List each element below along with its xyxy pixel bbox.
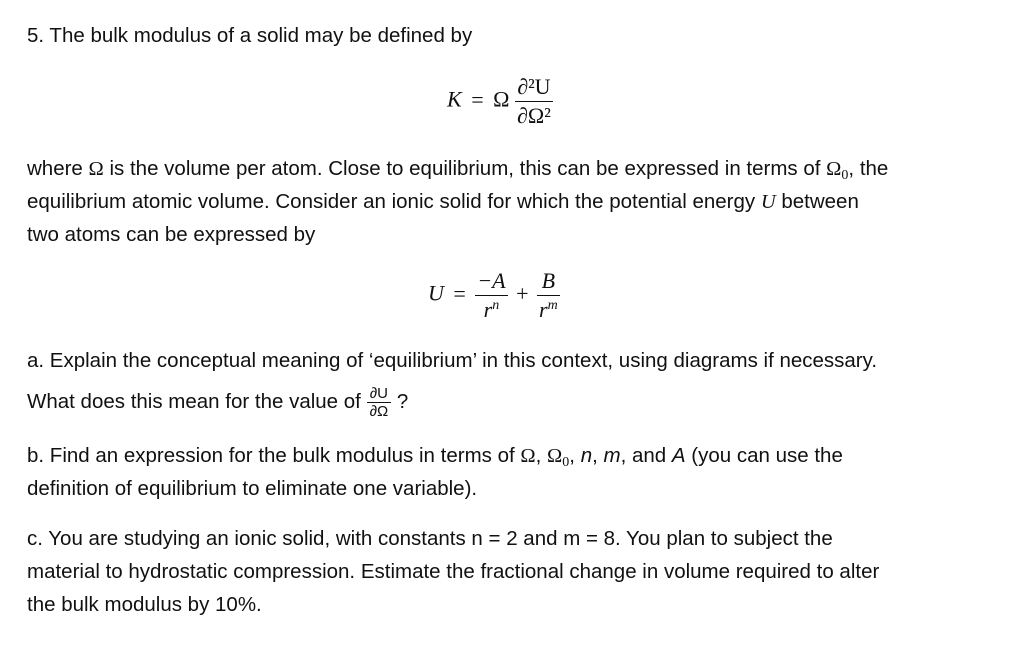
- part-a-line1: [27, 347, 877, 375]
- eq2-term1: [475, 268, 507, 323]
- eq2-lhs: U: [428, 280, 444, 306]
- para1-line3: [27, 221, 315, 249]
- part-b-sep1: ,: [535, 444, 548, 467]
- eq2-t1-den-exp: n: [492, 298, 500, 313]
- part-b-omega: Ω: [520, 445, 536, 467]
- eq2-t2-denominator: [537, 295, 560, 323]
- para1-omega0: Ω: [826, 158, 842, 180]
- eq1-denominator: ∂Ω²: [516, 103, 551, 128]
- bulk-modulus-equation: [447, 74, 553, 129]
- eq1-numerator: ∂²U: [517, 74, 551, 99]
- para1-sub0: 0: [841, 168, 849, 183]
- part-b-sub0: 0: [562, 455, 570, 470]
- part-c-line3: [27, 591, 262, 619]
- eq2-t2-numerator: B: [541, 268, 556, 293]
- para1-l1-pre: where: [27, 157, 89, 180]
- part-c-line1: [27, 525, 833, 553]
- eq2-equals: =: [453, 280, 466, 306]
- para1-line2: [27, 188, 859, 216]
- part-b-omega0: Ω: [547, 445, 563, 467]
- part-b-m: m: [603, 444, 621, 467]
- para1-U: U: [760, 191, 776, 213]
- eq2-t1-den-base: r: [483, 297, 493, 322]
- part-b-l2: definition of equilibrium to eliminate one variable).: [27, 477, 478, 500]
- eq2-t2-den-base: r: [539, 297, 548, 322]
- para1-l3: two atoms can be expressed by: [27, 223, 316, 246]
- part-b-sep4: , and: [620, 444, 672, 467]
- part-c-l3: the bulk modulus by 10%.: [27, 593, 262, 616]
- para1-l2-post: between: [775, 190, 859, 213]
- part-c-l2: material to hydrostatic compression. Estimate the fractional change in volume required to alter: [27, 560, 880, 583]
- part-a-l1: a. Explain the conceptual meaning of ‘equilibrium’ in this context, using diagrams if necessary.: [27, 349, 878, 372]
- part-b-sep2: ,: [569, 444, 581, 467]
- part-a-frac-num: ∂U: [369, 385, 389, 402]
- eq1-lhs: K: [447, 86, 462, 112]
- part-a-line2: [27, 386, 408, 419]
- part-a-fraction: [367, 386, 392, 419]
- eq1-omega: Ω: [493, 86, 510, 112]
- eq2-t1-denominator: [475, 295, 507, 323]
- eq2-plus: +: [516, 280, 529, 306]
- part-a-l2-pre: What does this mean for the value of: [27, 389, 367, 413]
- question-heading: [27, 22, 472, 50]
- part-c-l1: c. You are studying an ionic solid, with constants n = 2 and m = 8. You plan to subject the: [27, 527, 833, 550]
- part-b-line1: [27, 442, 843, 477]
- part-b-l1-pre: b. Find an expression for the bulk modulus in terms of: [27, 444, 521, 467]
- potential-energy-equation: [428, 268, 560, 323]
- eq2-term2: [537, 268, 560, 323]
- part-a-l2-post: ?: [391, 389, 409, 413]
- part-b-sep3: ,: [592, 444, 604, 467]
- para1-l1-mid: is the volume per atom. Close to equilibrium, this can be expressed in terms of: [103, 157, 827, 180]
- part-b-l1-post: (you can use the: [685, 444, 843, 467]
- heading-text: 5. The bulk modulus of a solid may be defined by: [27, 24, 473, 47]
- eq1-fraction: [515, 74, 553, 129]
- part-b-line2: [27, 475, 477, 503]
- para1-omega: Ω: [88, 158, 104, 180]
- para1-l2-pre: equilibrium atomic volume. Consider an ionic solid for which the potential energy: [27, 190, 761, 213]
- para1-line1: [27, 155, 888, 190]
- part-b-n: n: [580, 444, 593, 467]
- eq2-t1-numerator: −A: [477, 268, 506, 293]
- part-a-frac-den: ∂Ω: [367, 402, 392, 419]
- eq2-t2-den-exp: m: [547, 298, 558, 313]
- part-b-A: A: [671, 444, 686, 467]
- eq1-equals: =: [471, 86, 484, 112]
- part-c-line2: [27, 558, 879, 586]
- para1-l1-post: , the: [848, 157, 889, 180]
